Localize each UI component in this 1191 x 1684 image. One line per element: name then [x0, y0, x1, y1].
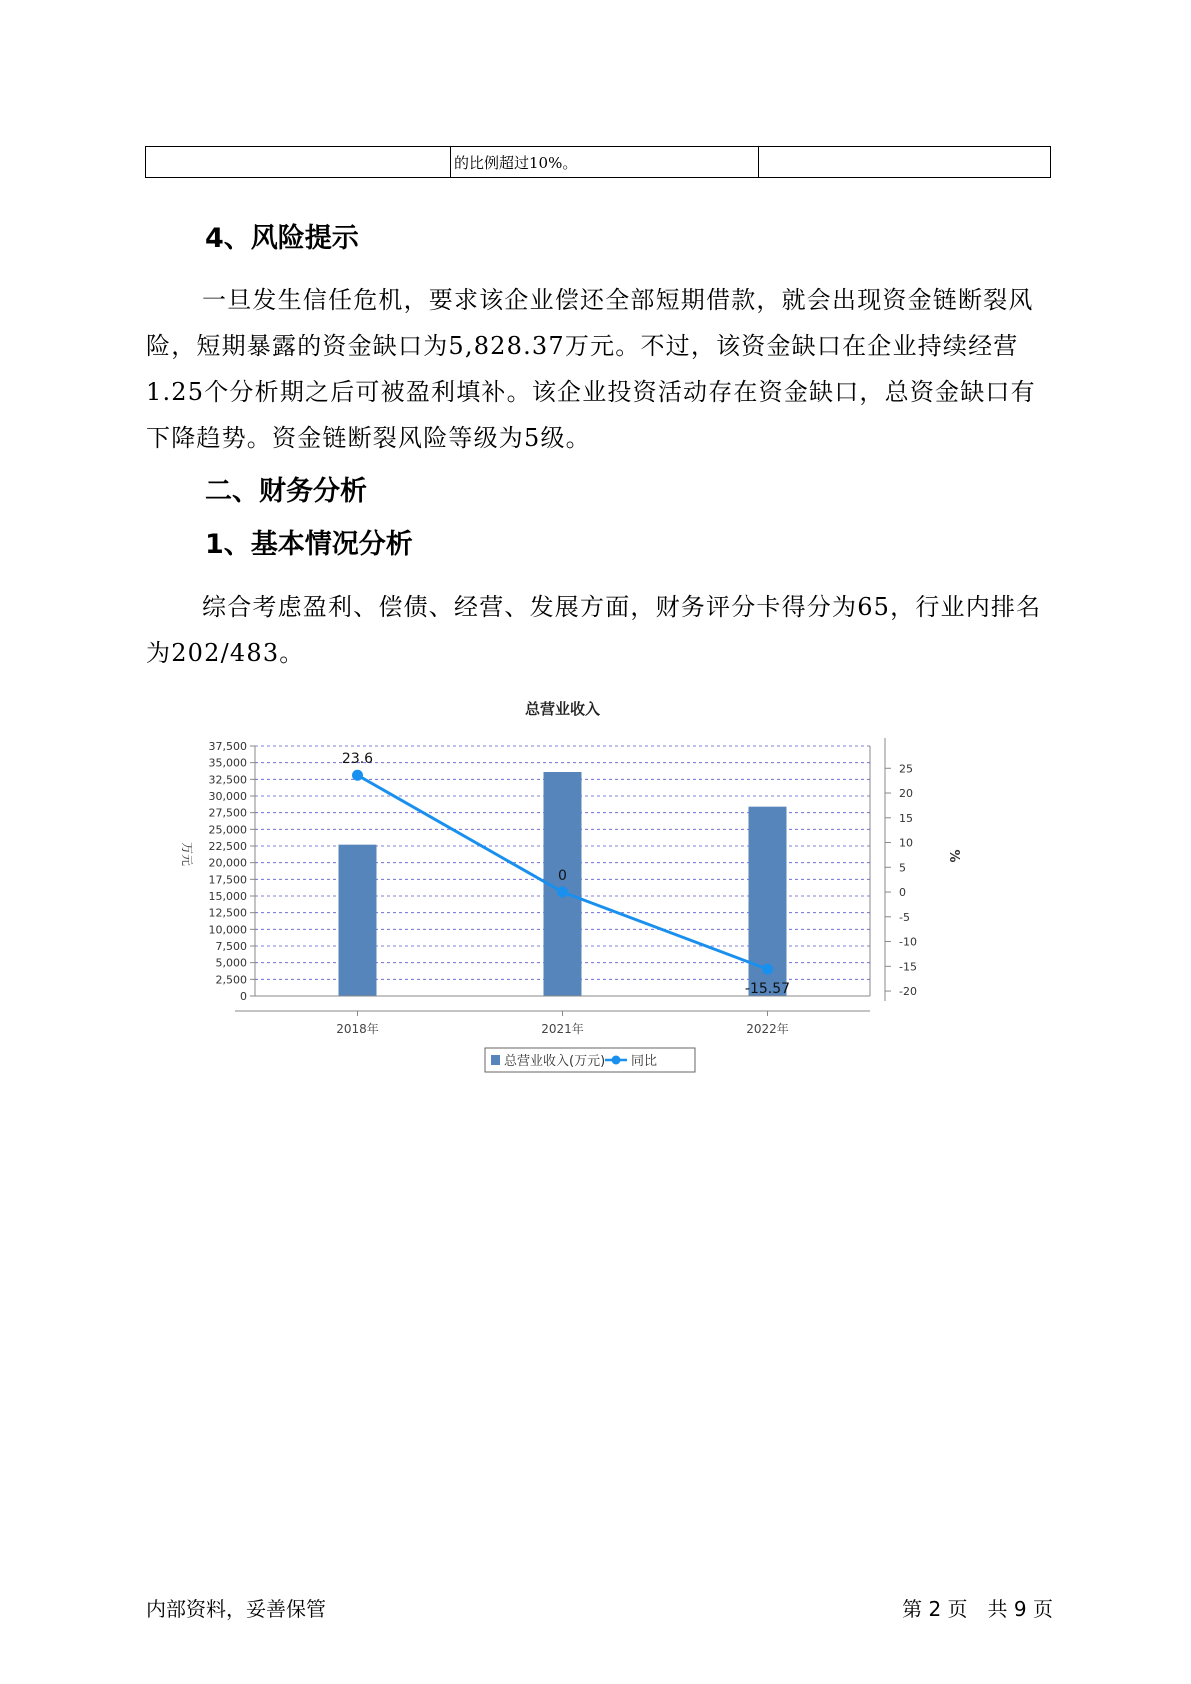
y2-axis-title: % — [946, 849, 961, 863]
y-tick-label: 10,000 — [208, 923, 247, 937]
yoy-data-label: -15.57 — [744, 981, 791, 998]
legend-bar-swatch — [491, 1055, 500, 1065]
y-axis-title: 万元 — [180, 841, 194, 867]
y2-tick-label: 5 — [899, 861, 906, 875]
y-tick-label: 15,000 — [208, 890, 247, 903]
revenue-chart-svg — [165, 696, 1025, 1156]
y-tick-label: 20,000 — [208, 856, 247, 870]
finance-heading: 二、财务分析 — [205, 476, 367, 507]
legend-line-marker — [612, 1056, 621, 1065]
y-tick-label: 2,500 — [215, 973, 247, 987]
y-tick-label: 17,500 — [208, 873, 247, 887]
y2-tick-label: -10 — [899, 935, 917, 949]
legend-line-label: 同比 — [631, 1054, 658, 1069]
y2-tick-label: 10 — [899, 836, 913, 850]
basic-paragraph: 综合考虑盈利、偿债、经营、发展方面，财务评分卡得分为65，行业内排名为202/483。 — [146, 593, 1042, 667]
y-tick-label: 5,000 — [215, 956, 247, 970]
y-tick-label: 12,500 — [208, 906, 247, 920]
y-tick-label: 27,500 — [208, 806, 247, 820]
risk-paragraph: 一旦发生信任危机，要求该企业偿还全部短期借款，就会出现资金链断裂风险，短期暴露的资金缺口为5,828.37万元。不过，该资金缺口在企业持续经营 1.25个分析期之后可被盈利填补。该企业投资活动存在资金缺口，总资金缺口有下降趋势。资金链断裂风险等级为5级。 — [146, 286, 1036, 452]
table-cell-empty — [146, 147, 451, 178]
y2-tick-label: 0 — [899, 886, 906, 900]
yoy-point — [557, 887, 568, 898]
y-tick-label: 22,500 — [208, 840, 247, 853]
yoy-data-label: 23.6 — [341, 751, 374, 768]
y-tick-label: 35,000 — [208, 756, 247, 770]
risk-heading: 4、风险提示 — [205, 223, 359, 254]
y2-tick-label: 25 — [899, 762, 913, 776]
y-tick-label: 30,000 — [208, 790, 247, 803]
table-fragment — [145, 146, 1051, 178]
y-tick-label: 7,500 — [215, 940, 247, 953]
y2-tick-label: -5 — [899, 910, 910, 924]
yoy-point — [762, 964, 773, 975]
y-tick-label: 0 — [240, 990, 247, 1003]
yoy-data-label: 0 — [558, 868, 567, 885]
bar — [339, 845, 377, 996]
table-cell-text: 的比例超过10%。 — [451, 147, 759, 178]
y2-tick-label: -20 — [899, 985, 917, 999]
y2-tick-label: 15 — [899, 811, 913, 825]
yoy-point — [352, 770, 363, 781]
x-tick-label: 2021年 — [541, 1022, 584, 1036]
x-tick-label: 2018年 — [336, 1022, 379, 1036]
basic-heading: 1、基本情况分析 — [205, 529, 413, 560]
chart-legend — [485, 1048, 695, 1072]
table-cell-empty — [759, 147, 1051, 178]
footer-confidential: 内部资料，妥善保管 — [146, 1597, 326, 1621]
y2-tick-label: 20 — [899, 787, 913, 801]
revenue-chart — [165, 696, 1025, 1156]
y-tick-label: 25,000 — [208, 823, 247, 837]
y-tick-label: 32,500 — [208, 773, 247, 787]
y2-tick-label: -15 — [899, 960, 917, 974]
legend-bar-label: 总营业收入(万元) — [504, 1054, 606, 1069]
x-tick-label: 2022年 — [746, 1022, 789, 1036]
footer-page-number: 第 2 页 共 9 页 — [902, 1597, 1053, 1621]
y-tick-label: 37,500 — [208, 740, 247, 753]
chart-title: 总营业收入 — [524, 700, 601, 718]
